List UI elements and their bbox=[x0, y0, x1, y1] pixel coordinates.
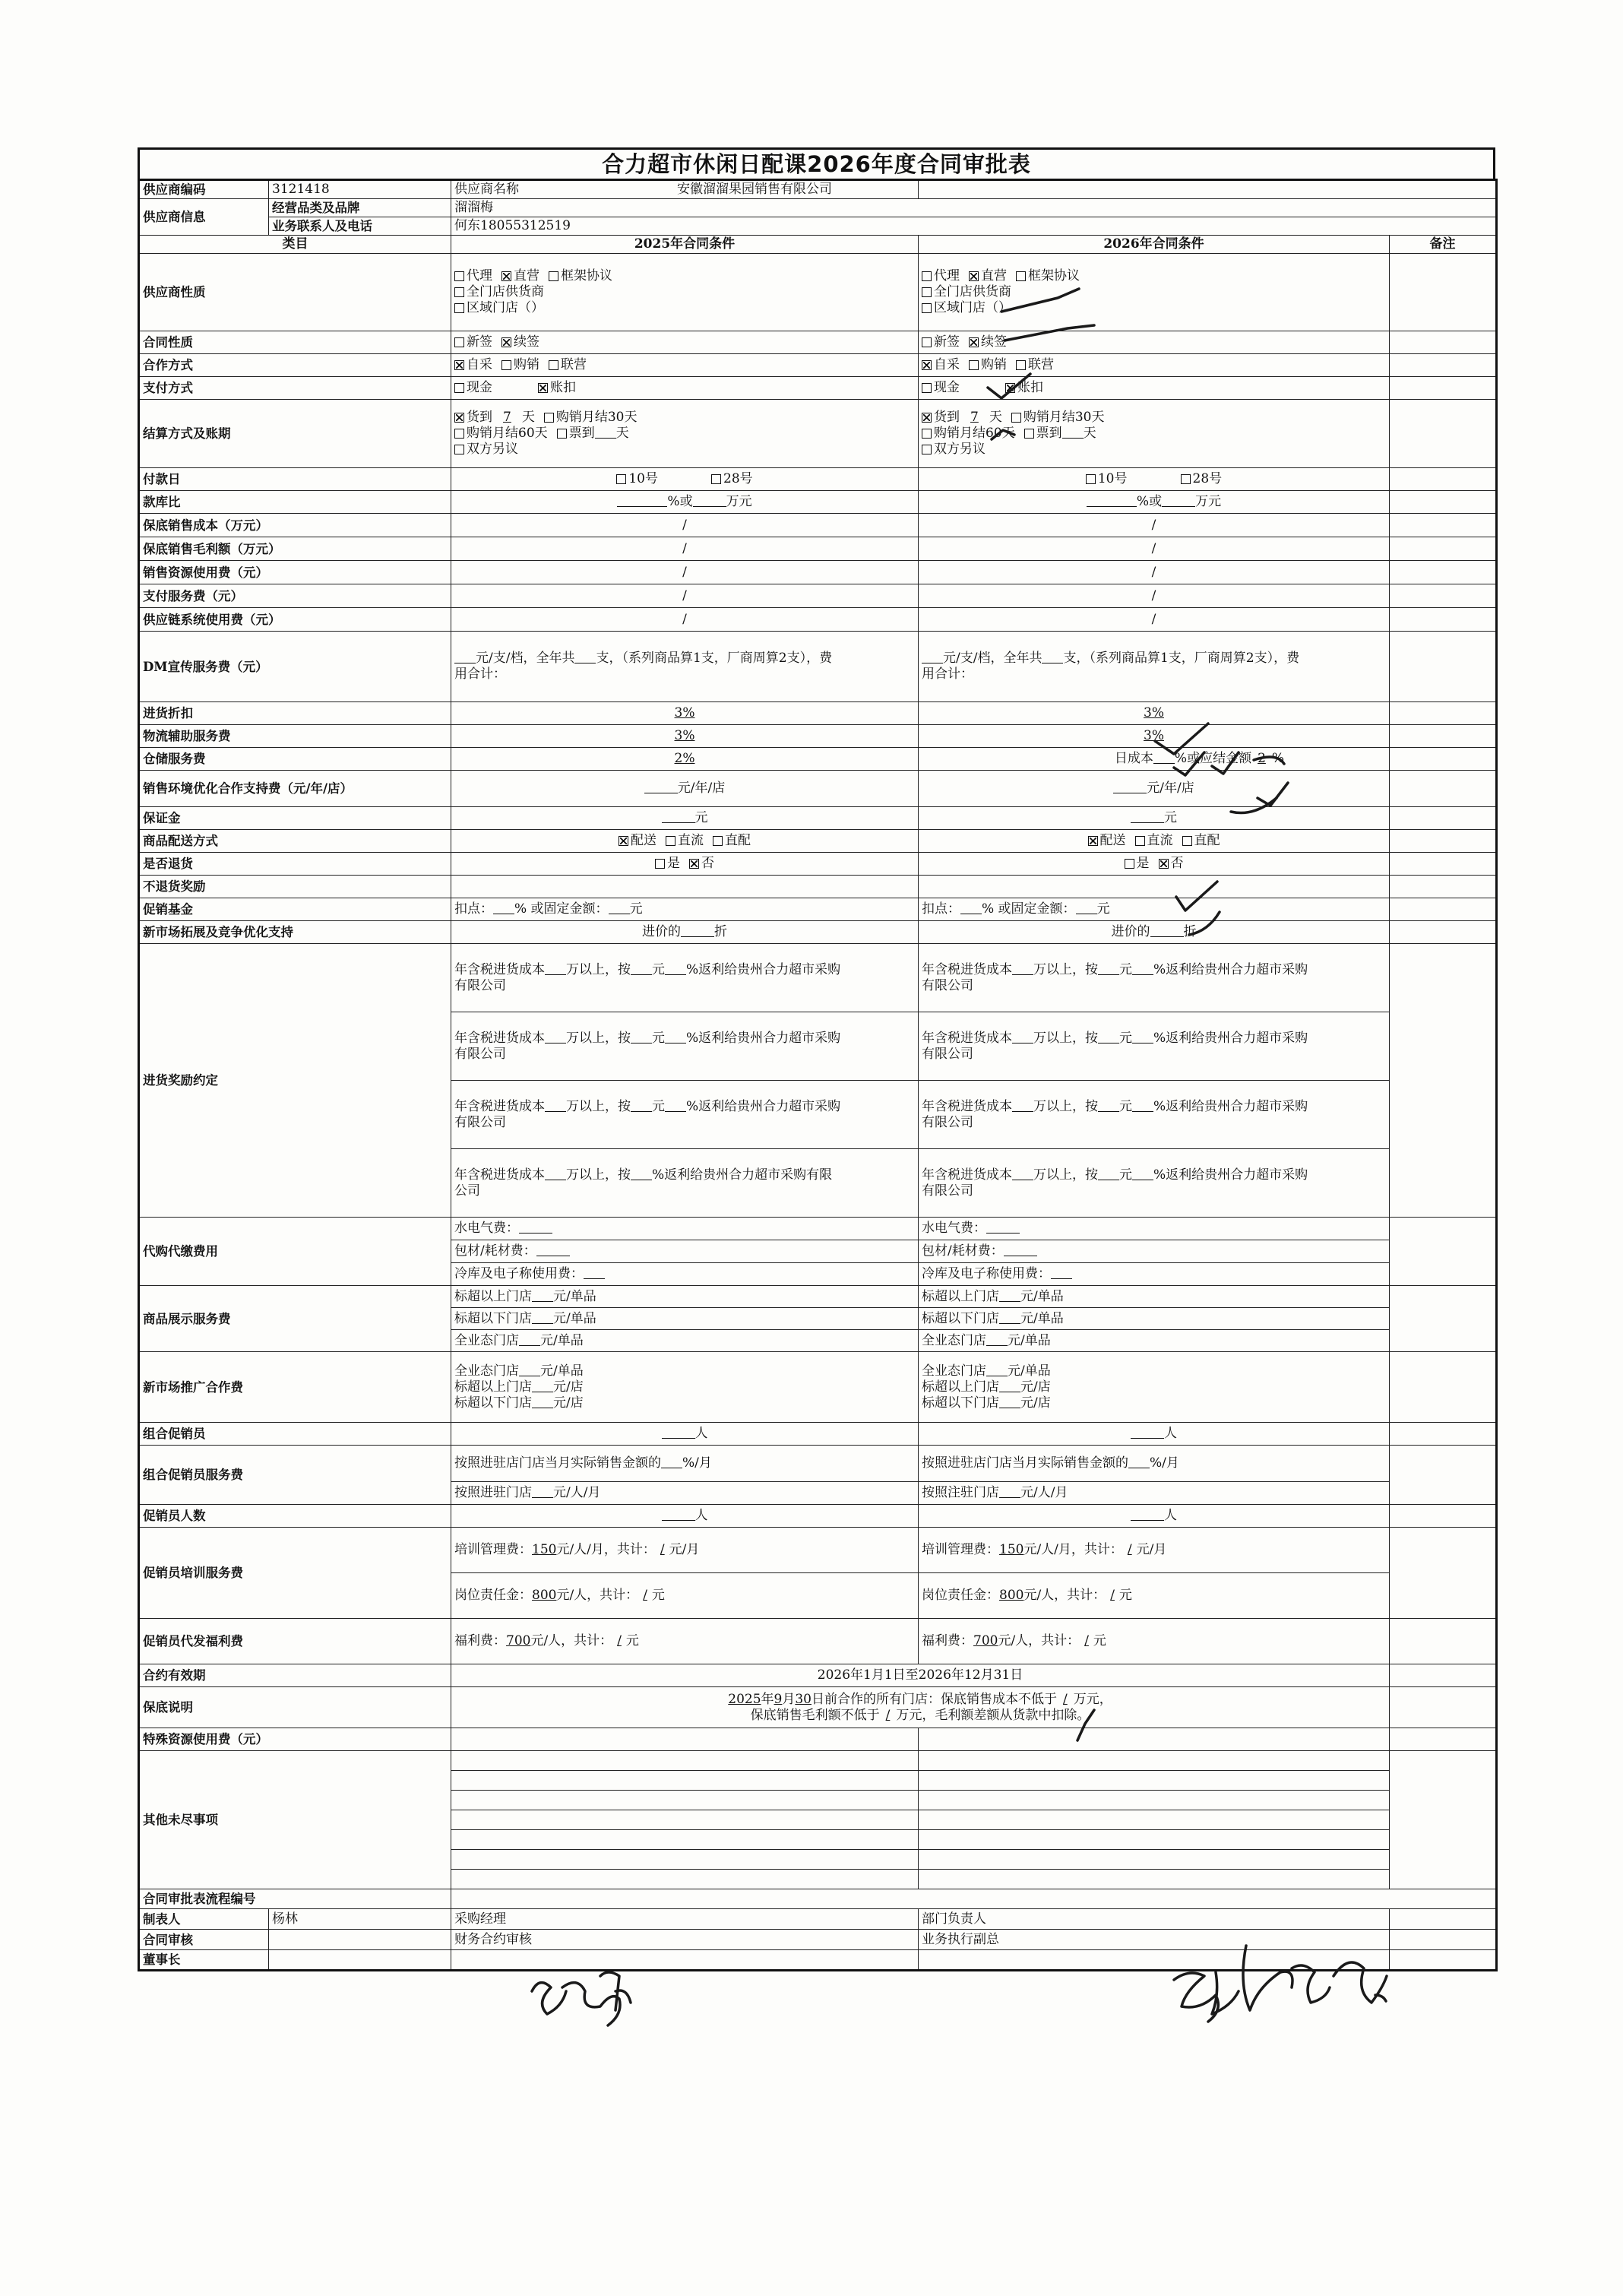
slash-row-2025: / bbox=[451, 608, 919, 632]
checkbox-all-stores-2025[interactable] bbox=[454, 287, 464, 297]
row-special-fee bbox=[139, 1728, 1497, 1751]
promo-fund-2025: 扣点： % 或固定金额： 元 bbox=[451, 898, 919, 921]
remark-return-goods bbox=[1390, 853, 1497, 876]
slash-row-2026: / bbox=[919, 584, 1390, 608]
row-promo-fund bbox=[139, 898, 1497, 921]
payment-day-2026: 10号 28号 bbox=[919, 468, 1390, 491]
remark-other bbox=[1390, 1751, 1497, 1889]
row-delivery-mode bbox=[139, 830, 1497, 853]
rebate-2025-3: 年含税进货成本 万以上，按 元 %返利给贵州合力超市采购 有限公司 bbox=[451, 1081, 919, 1149]
checkbox-direct-2025[interactable] bbox=[501, 271, 511, 281]
other-2025 bbox=[451, 1771, 919, 1791]
remark-no-return-reward bbox=[1390, 876, 1497, 898]
rebate-2025-4: 年含税进货成本 万以上，按 %返利给贵州合力超市采购有限 公司 bbox=[451, 1149, 919, 1218]
remark-stock-ratio bbox=[1390, 491, 1497, 514]
remark-new-market bbox=[1390, 921, 1497, 944]
remark-new-market-promo bbox=[1390, 1352, 1497, 1423]
contact-label: 业务联系人及电话 bbox=[269, 217, 451, 236]
stock-ratio-2026: %或 万元 bbox=[919, 491, 1390, 514]
remark-proxy bbox=[1390, 1218, 1497, 1286]
new-market-promo-2025: 全业态门店 元/单品 标超以上门店 元/店 标超以下门店 元/店 bbox=[451, 1352, 919, 1423]
checkbox-day28-2026[interactable] bbox=[1181, 474, 1191, 484]
other-2026 bbox=[919, 1810, 1390, 1830]
other-2025 bbox=[451, 1791, 919, 1810]
supplier-name: 安徽溜溜果园销售有限公司 bbox=[919, 180, 1497, 199]
guarantee-text: 2025年9月30日前合作的所有门店：保底销售成本不低于 / 万元， 保底销售毛利额不低于 / 万元，毛利额差额从货款中扣除。 bbox=[451, 1687, 1390, 1728]
row-logistics bbox=[139, 725, 1497, 748]
remark-slash bbox=[1390, 537, 1497, 561]
new-market-label: 新市场拓展及竞争优化支持 bbox=[139, 921, 451, 944]
row-deposit bbox=[139, 807, 1497, 830]
checkbox-bill-2026[interactable] bbox=[1024, 429, 1034, 439]
row-promoter-count bbox=[139, 1505, 1497, 1528]
row-footer-2 bbox=[139, 1930, 1497, 1950]
remark-warehouse bbox=[1390, 748, 1497, 771]
row-dm bbox=[139, 632, 1497, 702]
remark-contract-type bbox=[1390, 331, 1497, 354]
remark-payment-method bbox=[1390, 377, 1497, 400]
validity-value: 2026年1月1日至2026年12月31日 bbox=[451, 1664, 1390, 1687]
logistics-label: 物流辅助服务费 bbox=[139, 725, 451, 748]
slash-row-2026: / bbox=[919, 514, 1390, 537]
maker-value: 杨林 bbox=[269, 1909, 451, 1930]
payment-method-2025: 现金 账扣 bbox=[451, 377, 919, 400]
row-other-1 bbox=[139, 1751, 1497, 1771]
checkbox-regional-2026[interactable] bbox=[922, 303, 932, 313]
checkbox-delivery-2026[interactable] bbox=[922, 413, 932, 423]
row-validity bbox=[139, 1664, 1497, 1687]
checkbox-cash-2025[interactable] bbox=[454, 383, 464, 393]
remark-promoter-training bbox=[1390, 1528, 1497, 1619]
slash-row-label: 支付服务费（元） bbox=[139, 584, 451, 608]
settlement-2026: 货到 7 天 购销月结30天 购销月结60天 票到 天 双方另议 bbox=[919, 400, 1390, 468]
chairman-blank-2 bbox=[919, 1950, 1390, 1971]
slash-row-2025: / bbox=[451, 584, 919, 608]
slash-row-label: 销售资源使用费（元） bbox=[139, 561, 451, 584]
purchase-discount-2025: 3% bbox=[451, 702, 919, 725]
other-2025 bbox=[451, 1870, 919, 1889]
remark-group-promoter bbox=[1390, 1423, 1497, 1446]
checkbox-cash-2026[interactable] bbox=[922, 383, 932, 393]
remark-display bbox=[1390, 1286, 1497, 1352]
sales-env-2025: 元/年/店 bbox=[451, 771, 919, 807]
rebate-2026-4: 年含税进货成本 万以上，按 元 %返利给贵州合力超市采购 有限公司 bbox=[919, 1149, 1390, 1218]
checkbox-day10-2026[interactable] bbox=[1086, 474, 1096, 484]
row-warehouse bbox=[139, 748, 1497, 771]
sales-env-2026: 元/年/店 bbox=[919, 771, 1390, 807]
promoter-training-2025-1: 培训管理费：150元/人/月，共计： / 元/月 bbox=[451, 1528, 919, 1573]
checkbox-monthly60-2025[interactable] bbox=[454, 429, 464, 439]
delivery-mode-2025: 配送 直流 直配 bbox=[451, 830, 919, 853]
row-return-goods bbox=[139, 853, 1497, 876]
row-payment-method bbox=[139, 377, 1497, 400]
group-promoter-fee-2026-2: 按照注驻门店 元/人/月 bbox=[919, 1482, 1390, 1505]
dept-head-sign bbox=[1390, 1909, 1497, 1930]
stock-ratio-label: 款库比 bbox=[139, 491, 451, 514]
checkbox-return-no-2026[interactable] bbox=[1159, 859, 1169, 869]
checkbox-renew-2025[interactable] bbox=[501, 337, 511, 347]
remark-logistics bbox=[1390, 725, 1497, 748]
chairman-blank-3 bbox=[1390, 1950, 1497, 1971]
buyer-label: 采购经理 bbox=[451, 1909, 919, 1930]
checkbox-joint-2026[interactable] bbox=[1016, 360, 1026, 370]
supplier-name-label: 供应商名称 bbox=[451, 180, 919, 199]
slash-row-2025: / bbox=[451, 514, 919, 537]
payment-method-label: 支付方式 bbox=[139, 377, 451, 400]
checkbox-all-stores-2026[interactable] bbox=[922, 287, 932, 297]
group-promoter-fee-label: 组合促销员服务费 bbox=[139, 1446, 451, 1505]
rebate-2025-2: 年含税进货成本 万以上，按 元 %返利给贵州合力超市采购 有限公司 bbox=[451, 1012, 919, 1081]
checkbox-purchase-2025[interactable] bbox=[501, 360, 511, 370]
display-below-2026: 标超以下门店 元/单品 bbox=[919, 1308, 1390, 1330]
checkbox-return-no-2025[interactable] bbox=[689, 859, 699, 869]
other-2025 bbox=[451, 1751, 919, 1771]
approval-form bbox=[138, 147, 1495, 1971]
warehouse-label: 仓储服务费 bbox=[139, 748, 451, 771]
handwritten-signature-buyer bbox=[532, 1972, 631, 2025]
logistics-2025: 3% bbox=[451, 725, 919, 748]
row-payment-service bbox=[139, 584, 1497, 608]
checkbox-self-2025[interactable] bbox=[454, 360, 464, 370]
row-supplier-contact bbox=[139, 217, 1497, 236]
remark-slash bbox=[1390, 608, 1497, 632]
promoter-count-2025: 人 bbox=[451, 1505, 919, 1528]
remark-guarantee bbox=[1390, 1687, 1497, 1728]
dm-2026: 元/支/档，全年共 支，（系列商品算1支，厂商周算2支），费 用合计： bbox=[919, 632, 1390, 702]
checkbox-negotiated-2025[interactable] bbox=[454, 445, 464, 454]
checkbox-day10-2025[interactable] bbox=[616, 474, 626, 484]
coop-mode-2025: 自采 购销 联营 bbox=[451, 354, 919, 377]
category-brand: 溜溜梅 bbox=[451, 199, 1497, 217]
other-2026 bbox=[919, 1870, 1390, 1889]
checkbox-new-2026[interactable] bbox=[922, 337, 932, 347]
checkbox-monthly30-2025[interactable] bbox=[544, 413, 554, 423]
slash-row-2025: / bbox=[451, 537, 919, 561]
row-guarantee-cost bbox=[139, 514, 1497, 537]
rebate-2025-1: 年含税进货成本 万以上，按 元 %返利给贵州合力超市采购 有限公司 bbox=[451, 944, 919, 1012]
other-2026 bbox=[919, 1771, 1390, 1791]
purchase-discount-2026: 3% bbox=[919, 702, 1390, 725]
remark-promoter-count bbox=[1390, 1505, 1497, 1528]
review-value bbox=[269, 1930, 451, 1950]
row-supply-chain bbox=[139, 608, 1497, 632]
row-new-market-promo bbox=[139, 1352, 1497, 1423]
payment-method-2026: 现金 账扣 bbox=[919, 377, 1390, 400]
validity-label: 合约有效期 bbox=[139, 1664, 451, 1687]
checkbox-deliver-2025[interactable] bbox=[619, 836, 628, 846]
display-full-2025: 全业态门店 元/单品 bbox=[451, 1330, 919, 1352]
dept-head-label: 部门负责人 bbox=[919, 1909, 1390, 1930]
checkbox-direct-deliver-2025[interactable] bbox=[713, 836, 723, 846]
supplier-info-label: 供应商信息 bbox=[139, 199, 269, 236]
maker-label: 制表人 bbox=[139, 1909, 269, 1930]
promoter-training-label: 促销员培训服务费 bbox=[139, 1528, 451, 1619]
rebate-2026-2: 年含税进货成本 万以上，按 元 %返利给贵州合力超市采购 有限公司 bbox=[919, 1012, 1390, 1081]
promo-fund-label: 促销基金 bbox=[139, 898, 451, 921]
display-below-2025: 标超以下门店 元/单品 bbox=[451, 1308, 919, 1330]
new-market-2025: 进价的 折 bbox=[451, 921, 919, 944]
promoter-training-2026-2: 岗位责任金：800元/人，共计： / 元 bbox=[919, 1573, 1390, 1619]
row-no-return-reward bbox=[139, 876, 1497, 898]
finance-label: 财务合约审核 bbox=[451, 1930, 919, 1950]
promoter-welfare-label: 促销员代发福利费 bbox=[139, 1619, 451, 1664]
group-promoter-2026: 人 bbox=[919, 1423, 1390, 1446]
display-fee-label: 商品展示服务费 bbox=[139, 1286, 451, 1352]
promoter-welfare-2025: 福利费：700元/人，共计： / 元 bbox=[451, 1619, 919, 1664]
slash-row-2026: / bbox=[919, 608, 1390, 632]
row-footer-3 bbox=[139, 1950, 1497, 1971]
slash-row-label: 保底销售毛利额（万元） bbox=[139, 537, 451, 561]
row-rebate-1 bbox=[139, 944, 1497, 1012]
proxy-water-2025: 水电气费： bbox=[451, 1218, 919, 1240]
header-remarks: 备注 bbox=[1390, 236, 1497, 254]
new-market-promo-2026: 全业态门店 元/单品 标超以上门店 元/店 标超以下门店 元/店 bbox=[919, 1352, 1390, 1423]
chairman-value bbox=[269, 1950, 451, 1971]
checkbox-deduct-2026[interactable] bbox=[1005, 383, 1015, 393]
promoter-count-label: 促销员人数 bbox=[139, 1505, 451, 1528]
slash-row-2025: / bbox=[451, 561, 919, 584]
other-2026 bbox=[919, 1751, 1390, 1771]
review-label: 合同审核 bbox=[139, 1930, 269, 1950]
sales-env-label: 销售环境优化合作支持费（元/年/店） bbox=[139, 771, 451, 807]
remark-promo-fund bbox=[1390, 898, 1497, 921]
nature-label: 供应商性质 bbox=[139, 254, 451, 331]
special-fee-2026 bbox=[919, 1728, 1390, 1751]
remark-nature bbox=[1390, 254, 1497, 331]
guarantee-label: 保底说明 bbox=[139, 1687, 451, 1728]
other-2025 bbox=[451, 1850, 919, 1870]
remark-coop-mode bbox=[1390, 354, 1497, 377]
checkbox-direct-flow-2025[interactable] bbox=[666, 836, 675, 846]
row-supplier-nature bbox=[139, 254, 1497, 331]
proxy-packaging-2025: 包材/耗材费： bbox=[451, 1240, 919, 1263]
group-promoter-fee-2025-1: 按照进驻店门店当月实际销售金额的 %/月 bbox=[451, 1446, 919, 1482]
checkbox-deduct-2025[interactable] bbox=[538, 383, 548, 393]
checkbox-regional-2025[interactable] bbox=[454, 303, 464, 313]
slash-row-2026: / bbox=[919, 561, 1390, 584]
remark-slash bbox=[1390, 561, 1497, 584]
remark-dm bbox=[1390, 632, 1497, 702]
vp-sign bbox=[1390, 1930, 1497, 1950]
row-guarantee bbox=[139, 1687, 1497, 1728]
other-label: 其他未尽事项 bbox=[139, 1751, 451, 1889]
row-flow bbox=[139, 1889, 1497, 1909]
chairman-label: 董事长 bbox=[139, 1950, 269, 1971]
delivery-mode-label: 商品配送方式 bbox=[139, 830, 451, 853]
remark-purchase-discount bbox=[1390, 702, 1497, 725]
warehouse-2026: 日成本 %或应结金额 2 % bbox=[919, 748, 1390, 771]
category-brand-label: 经营品类及品牌 bbox=[269, 199, 451, 217]
other-2026 bbox=[919, 1791, 1390, 1810]
flow-label: 合同审批表流程编号 bbox=[139, 1889, 451, 1909]
payment-day-2025: 10号 28号 bbox=[451, 468, 919, 491]
group-promoter-2025: 人 bbox=[451, 1423, 919, 1446]
row-supplier-code bbox=[139, 180, 1497, 199]
checkbox-return-yes-2026[interactable] bbox=[1125, 859, 1134, 869]
remark-deposit bbox=[1390, 807, 1497, 830]
row-coop-mode bbox=[139, 354, 1497, 377]
remark-sales-env bbox=[1390, 771, 1497, 807]
logistics-2026: 3% bbox=[919, 725, 1390, 748]
slash-row-label: 保底销售成本（万元） bbox=[139, 514, 451, 537]
row-payment-day bbox=[139, 468, 1497, 491]
other-2025 bbox=[451, 1830, 919, 1850]
checkbox-self-2026[interactable] bbox=[922, 360, 932, 370]
checkbox-deliver-2026[interactable] bbox=[1088, 836, 1098, 846]
display-above-2025: 标超以上门店 元/单品 bbox=[451, 1286, 919, 1308]
chairman-blank-1 bbox=[451, 1950, 919, 1971]
checkbox-framework-2026[interactable] bbox=[1016, 271, 1026, 281]
deposit-2026: 元 bbox=[919, 807, 1390, 830]
return-goods-2026: 是 否 bbox=[919, 853, 1390, 876]
checkbox-renew-2026[interactable] bbox=[969, 337, 979, 347]
remark-validity bbox=[1390, 1664, 1497, 1687]
dm-2025: 元/支/档，全年共 支，（系列商品算1支，厂商周算2支），费 用合计： bbox=[451, 632, 919, 702]
display-above-2026: 标超以上门店 元/单品 bbox=[919, 1286, 1390, 1308]
row-stock-ratio bbox=[139, 491, 1497, 514]
proxy-cold-2025: 冷库及电子称使用费： bbox=[451, 1263, 919, 1286]
contact-value: 何东18055312519 bbox=[451, 217, 1497, 236]
header-2026: 2026年合同条件 bbox=[919, 236, 1390, 254]
promoter-training-2025-2: 岗位责任金：800元/人，共计： / 元 bbox=[451, 1573, 919, 1619]
checkbox-agent-2025[interactable] bbox=[454, 271, 464, 281]
warehouse-2025: 2% bbox=[451, 748, 919, 771]
rebate-2026-1: 年含税进货成本 万以上，按 元 %返利给贵州合力超市采购 有限公司 bbox=[919, 944, 1390, 1012]
row-sales-resource bbox=[139, 561, 1497, 584]
checkbox-agent-2026[interactable] bbox=[922, 271, 932, 281]
remark-settlement bbox=[1390, 400, 1497, 468]
row-group-promoter-fee-1 bbox=[139, 1446, 1497, 1482]
nature-2026: 代理 直营 框架协议 全门店供货商 区域门店（） bbox=[919, 254, 1390, 331]
deposit-2025: 元 bbox=[451, 807, 919, 830]
vp-label: 业务执行副总 bbox=[919, 1930, 1390, 1950]
settlement-label: 结算方式及账期 bbox=[139, 400, 451, 468]
header-2025: 2025年合同条件 bbox=[451, 236, 919, 254]
row-promoter-training-1 bbox=[139, 1528, 1497, 1573]
settlement-2025: 货到 7 天 购销月结30天 购销月结60天 票到 天 双方另议 bbox=[451, 400, 919, 468]
row-guarantee-margin bbox=[139, 537, 1497, 561]
coop-mode-label: 合作方式 bbox=[139, 354, 451, 377]
flow-value bbox=[451, 1889, 1497, 1909]
contract-type-label: 合同性质 bbox=[139, 331, 451, 354]
approval-table bbox=[138, 179, 1498, 1971]
remark-special-fee bbox=[1390, 1728, 1497, 1751]
dm-label: DM宣传服务费（元） bbox=[139, 632, 451, 702]
checkbox-framework-2025[interactable] bbox=[549, 271, 558, 281]
remark-slash bbox=[1390, 514, 1497, 537]
other-2026 bbox=[919, 1830, 1390, 1850]
row-headers bbox=[139, 236, 1497, 254]
purchase-discount-label: 进货折扣 bbox=[139, 702, 451, 725]
remark-slash bbox=[1390, 584, 1497, 608]
slash-row-label: 供应链系统使用费（元） bbox=[139, 608, 451, 632]
checkbox-direct-flow-2026[interactable] bbox=[1135, 836, 1145, 846]
checkbox-negotiated-2026[interactable] bbox=[922, 445, 932, 454]
checkbox-return-yes-2025[interactable] bbox=[655, 859, 665, 869]
payment-day-label: 付款日 bbox=[139, 468, 451, 491]
display-full-2026: 全业态门店 元/单品 bbox=[919, 1330, 1390, 1352]
group-promoter-label: 组合促销员 bbox=[139, 1423, 451, 1446]
other-2026 bbox=[919, 1850, 1390, 1870]
checkbox-monthly60-2026[interactable] bbox=[922, 429, 932, 439]
row-settlement bbox=[139, 400, 1497, 468]
supplier-code: 3121418 bbox=[269, 180, 451, 199]
contract-type-2025: 新签 续签 bbox=[451, 331, 919, 354]
row-contract-type bbox=[139, 331, 1497, 354]
no-return-reward-2025 bbox=[451, 876, 919, 898]
special-fee-label: 特殊资源使用费（元） bbox=[139, 1728, 451, 1751]
promo-fund-2026: 扣点： % 或固定金额： 元 bbox=[919, 898, 1390, 921]
rebate-label: 进货奖励约定 bbox=[139, 944, 451, 1218]
return-goods-label: 是否退货 bbox=[139, 853, 451, 876]
remark-group-promoter-fee bbox=[1390, 1446, 1497, 1505]
stock-ratio-2025: %或 万元 bbox=[451, 491, 919, 514]
remark-rebate bbox=[1390, 944, 1497, 1218]
checkbox-monthly30-2026[interactable] bbox=[1011, 413, 1021, 423]
remark-promoter-welfare bbox=[1390, 1619, 1497, 1664]
delivery-mode-2026: 配送 直流 直配 bbox=[919, 830, 1390, 853]
proxy-cold-2026: 冷库及电子称使用费： bbox=[919, 1263, 1390, 1286]
row-sales-env bbox=[139, 771, 1497, 807]
checkbox-purchase-2026[interactable] bbox=[969, 360, 979, 370]
deposit-label: 保证金 bbox=[139, 807, 451, 830]
promoter-training-2026-1: 培训管理费：150元/人/月，共计： / 元/月 bbox=[919, 1528, 1390, 1573]
header-category: 类目 bbox=[139, 236, 451, 254]
rebate-2026-3: 年含税进货成本 万以上，按 元 %返利给贵州合力超市采购 有限公司 bbox=[919, 1081, 1390, 1149]
coop-mode-2026: 自采 购销 联营 bbox=[919, 354, 1390, 377]
no-return-reward-label: 不退货奖励 bbox=[139, 876, 451, 898]
supplier-code-label: 供应商编码 bbox=[139, 180, 269, 199]
row-promoter-welfare bbox=[139, 1619, 1497, 1664]
form-title: 合力超市休闲日配课2026年度合同审批表 bbox=[138, 147, 1495, 179]
checkbox-new-2025[interactable] bbox=[454, 337, 464, 347]
checkbox-day28-2025[interactable] bbox=[711, 474, 721, 484]
row-footer-1 bbox=[139, 1909, 1497, 1930]
checkbox-delivery-2025[interactable] bbox=[454, 413, 464, 423]
new-market-promo-label: 新市场推广合作费 bbox=[139, 1352, 451, 1423]
no-return-reward-2026 bbox=[919, 876, 1390, 898]
row-display-above bbox=[139, 1286, 1497, 1308]
promoter-welfare-2026: 福利费：700元/人，共计： / 元 bbox=[919, 1619, 1390, 1664]
checkbox-direct-deliver-2026[interactable] bbox=[1182, 836, 1192, 846]
slash-row-2026: / bbox=[919, 537, 1390, 561]
proxy-fees-label: 代购代缴费用 bbox=[139, 1218, 451, 1286]
special-fee-2025 bbox=[451, 1728, 919, 1751]
group-promoter-fee-2025-2: 按照进驻门店 元/人/月 bbox=[451, 1482, 919, 1505]
row-purchase-discount bbox=[139, 702, 1497, 725]
proxy-packaging-2026: 包材/耗材费： bbox=[919, 1240, 1390, 1263]
row-proxy-water bbox=[139, 1218, 1497, 1240]
row-group-promoter bbox=[139, 1423, 1497, 1446]
row-new-market bbox=[139, 921, 1497, 944]
proxy-water-2026: 水电气费： bbox=[919, 1218, 1390, 1240]
row-supplier-brand bbox=[139, 199, 1497, 217]
remark-payment-day bbox=[1390, 468, 1497, 491]
nature-2025: 代理 直营 框架协议 全门店供货商 区域门店（） bbox=[451, 254, 919, 331]
checkbox-joint-2025[interactable] bbox=[549, 360, 558, 370]
promoter-count-2026: 人 bbox=[919, 1505, 1390, 1528]
checkbox-direct-2026[interactable] bbox=[969, 271, 979, 281]
group-promoter-fee-2026-1: 按照进驻店门店当月实际销售金额的 %/月 bbox=[919, 1446, 1390, 1482]
return-goods-2025: 是 否 bbox=[451, 853, 919, 876]
new-market-2026: 进价的 折 bbox=[919, 921, 1390, 944]
remark-delivery-mode bbox=[1390, 830, 1497, 853]
checkbox-bill-2025[interactable] bbox=[557, 429, 567, 439]
contract-type-2026: 新签 续签 bbox=[919, 331, 1390, 354]
other-2025 bbox=[451, 1810, 919, 1830]
